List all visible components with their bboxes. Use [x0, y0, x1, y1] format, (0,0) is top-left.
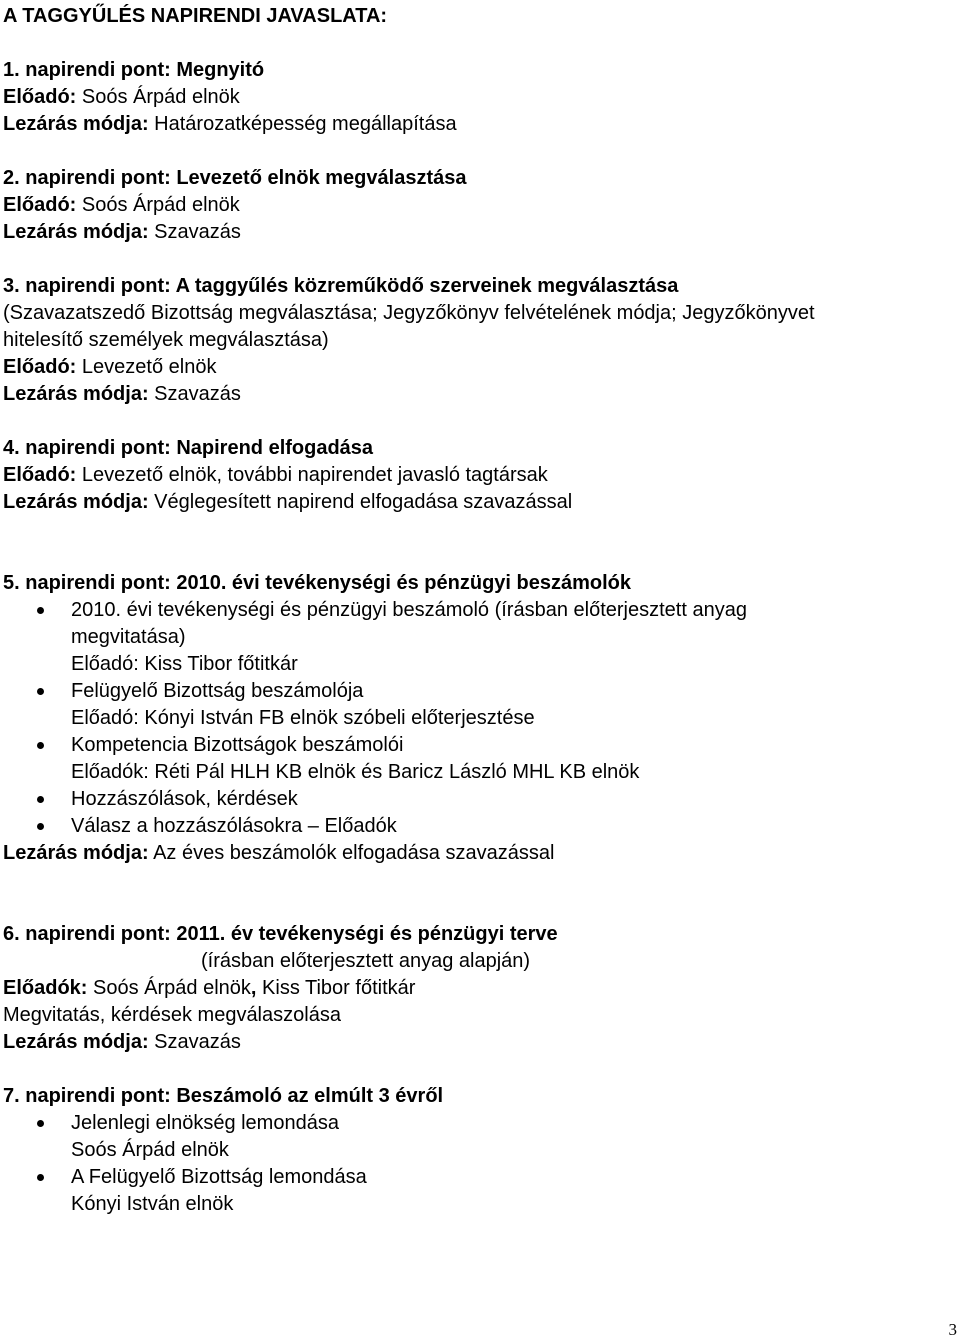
list-item-text: A Felügyelő Bizottság lemondása: [71, 1166, 367, 1188]
list-item-text: Kompetencia Bizottságok beszámolói: [71, 734, 404, 756]
spacer: [3, 894, 953, 921]
list-item-presenter: Előadó: Kónyi István FB elnök szóbeli előterjesztése: [71, 707, 535, 729]
presenters-label: Előadók:: [3, 977, 88, 999]
list-item: [3, 786, 953, 813]
list-item-person: Soós Árpád elnök: [71, 1139, 229, 1161]
presenter-value: Soós Árpád elnök: [93, 977, 251, 999]
closing-value: Az éves beszámolók elfogadása szavazással: [153, 842, 555, 864]
agenda-item-heading: 4. napirendi pont: Napirend elfogadása: [3, 437, 374, 459]
agenda-item-heading: 3. napirendi pont: A taggyűlés közreműködő szerveinek megválasztása: [3, 275, 679, 297]
bullet-icon: [37, 796, 44, 803]
closing-label: Lezárás módja:: [3, 221, 149, 243]
bullet-icon: [37, 742, 44, 749]
closing-label: Lezárás módja:: [3, 491, 149, 513]
list-item-presenter: Előadó: Kiss Tibor főtitkár: [71, 653, 298, 675]
list-item: [3, 1164, 953, 1191]
list-item: [3, 732, 953, 759]
presenter-value: Kiss Tibor főtitkár: [262, 977, 416, 999]
closing-line: [3, 219, 953, 246]
list-item: [3, 1110, 953, 1137]
spacer: [3, 516, 953, 543]
agenda-item-3: [3, 273, 953, 408]
spacer: [3, 867, 953, 894]
list-item-text: Hozzászólások, kérdések: [71, 788, 298, 810]
closing-value: Szavazás: [154, 221, 241, 243]
list-item-presenter: Előadók: Réti Pál HLH KB elnök és Baricz László MHL KB elnök: [71, 761, 640, 783]
presenter-value: Soós Árpád elnök: [81, 194, 240, 216]
agenda-item-description: (Szavazatszedő Bizottság megválasztása; Jegyzőkönyv felvételének módja; Jegyzőkönyvet: [3, 302, 815, 324]
presenter-value: Levezető elnök, további napirendet javasló tagtársak: [81, 464, 548, 486]
list-item: [3, 678, 953, 705]
agenda-item-6: [3, 921, 953, 1056]
list-item-text: Felügyelő Bizottság beszámolója: [71, 680, 364, 702]
closing-line: [3, 840, 953, 867]
list-item: [3, 813, 953, 840]
closing-value: Határozatképesség megállapítása: [154, 113, 457, 135]
spacer: [3, 246, 953, 273]
agenda-item-1: [3, 57, 953, 138]
spacer: [3, 543, 953, 570]
presenter-label: Előadó:: [3, 356, 77, 378]
agenda-item-subline: (írásban előterjesztett anyag alapján): [201, 950, 531, 972]
agenda-item-description: hitelesítő személyek megválasztása): [3, 329, 329, 351]
bullet-icon: [37, 823, 44, 830]
closing-label: Lezárás módja:: [3, 1031, 149, 1053]
closing-label: Lezárás módja:: [3, 842, 149, 864]
list-item: [3, 597, 953, 624]
closing-line: [3, 489, 953, 516]
page-number: 3: [948, 1320, 957, 1339]
presenter-line: [3, 462, 953, 489]
list-item-text: Jelenlegi elnökség lemondása: [71, 1112, 339, 1134]
presenter-label: Előadó:: [3, 464, 77, 486]
agenda-item-4: [3, 435, 953, 516]
agenda-item-7: [3, 1083, 953, 1218]
agenda-item-heading: 2. napirendi pont: Levezető elnök megválasztása: [3, 167, 467, 189]
closing-line: [3, 111, 953, 138]
presenter-value: Levezető elnök: [81, 356, 217, 378]
closing-label: Lezárás módja:: [3, 383, 149, 405]
closing-value: Szavazás: [154, 383, 241, 405]
discussion-line: Megvitatás, kérdések megválaszolása: [3, 1004, 341, 1026]
bullet-icon: [37, 1120, 44, 1127]
presenter-label: Előadó:: [3, 194, 77, 216]
presenter-label: Előadó:: [3, 86, 77, 108]
presenters-line: [3, 975, 953, 1002]
spacer: [3, 1056, 953, 1083]
document-title: A TAGGYŰLÉS NAPIRENDI JAVASLATA:: [3, 5, 388, 27]
agenda-item-heading: 7. napirendi pont: Beszámoló az elmúlt 3 évről: [3, 1085, 444, 1107]
bullet-icon: [37, 1174, 44, 1181]
closing-label: Lezárás módja:: [3, 113, 149, 135]
presenter-line: [3, 354, 953, 381]
closing-line: [3, 1029, 953, 1056]
list-item-continuation: megvitatása): [71, 626, 186, 648]
spacer: [3, 30, 953, 57]
presenter-value: Soós Árpád elnök: [81, 86, 240, 108]
agenda-item-heading: 6. napirendi pont: 2011. év tevékenységi és pénzügyi terve: [3, 923, 558, 945]
agenda-item-heading: 1. napirendi pont: Megnyitó: [3, 59, 265, 81]
separator-comma: ,: [250, 977, 257, 999]
bullet-icon: [37, 607, 44, 614]
agenda-item-2: [3, 165, 953, 246]
agenda-item-heading: 5. napirendi pont: 2010. évi tevékenységi és pénzügyi beszámolók: [3, 572, 631, 594]
spacer: [3, 408, 953, 435]
bullet-icon: [37, 688, 44, 695]
agenda-item-5: [3, 570, 953, 867]
closing-value: Véglegesített napirend elfogadása szavazással: [154, 491, 573, 513]
presenter-line: [3, 84, 953, 111]
document-page: [3, 3, 953, 1218]
spacer: [3, 138, 953, 165]
list-item-person: Kónyi István elnök: [71, 1193, 234, 1215]
closing-value: Szavazás: [154, 1031, 241, 1053]
closing-line: [3, 381, 953, 408]
list-item-text: 2010. évi tevékenységi és pénzügyi beszámoló (írásban előterjesztett anyag: [71, 599, 747, 621]
presenter-line: [3, 192, 953, 219]
list-item-text: Válasz a hozzászólásokra – Előadók: [71, 815, 397, 837]
